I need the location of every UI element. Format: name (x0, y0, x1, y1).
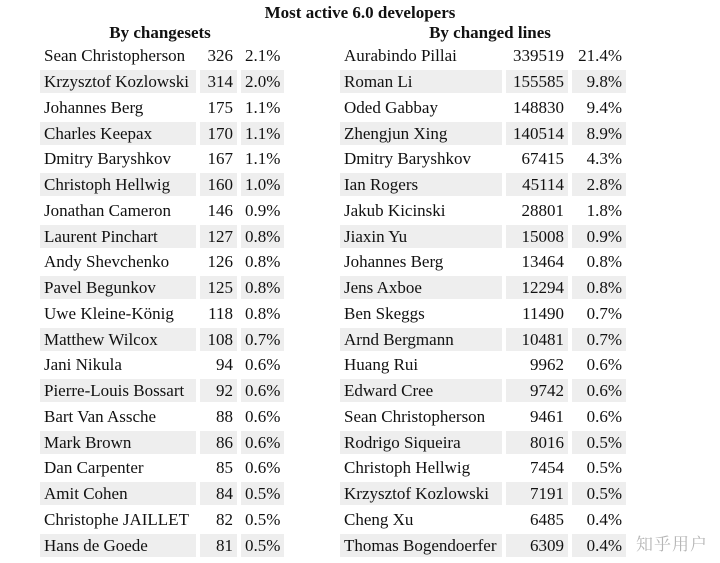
count-value: 6485 (530, 509, 564, 529)
table-row (40, 249, 288, 275)
developer-name: Andy Shevchenko (44, 252, 170, 272)
percent-value: 0.9% (245, 200, 281, 220)
count-value: 140514 (506, 122, 568, 145)
percent-value: 0.4% (572, 534, 626, 557)
table-row (40, 532, 288, 558)
percent-value: 0.5% (586, 458, 622, 478)
developer-name: Huang Rui (344, 355, 419, 375)
table-row (340, 404, 630, 430)
developer-name: Cheng Xu (344, 509, 414, 529)
developer-name: Roman Li (340, 70, 502, 93)
table-row (40, 120, 288, 146)
table-row (40, 404, 288, 430)
count-value: 85 (216, 458, 233, 478)
percent-value: 9.8% (572, 70, 626, 93)
developer-name: Uwe Kleine-König (44, 303, 174, 323)
percent-value: 1.0% (241, 173, 284, 196)
count-value: 175 (207, 97, 233, 117)
count-value: 9461 (530, 406, 564, 426)
percent-value: 0.5% (245, 509, 281, 529)
developer-name: Jonathan Cameron (44, 200, 171, 220)
count-value: 11490 (522, 303, 564, 323)
developer-name: Edward Cree (340, 379, 502, 402)
percent-value: 2.0% (241, 70, 284, 93)
changed-lines-table (340, 43, 630, 558)
developer-name: Krzysztof Kozlowski (40, 70, 196, 93)
count-value: 9962 (530, 355, 564, 375)
count-value: 13464 (521, 252, 564, 272)
developer-name: Christophe JAILLET (44, 509, 189, 529)
percent-value: 8.9% (572, 122, 626, 145)
table-row (40, 146, 288, 172)
percent-value: 0.8% (241, 276, 284, 299)
developer-name: Rodrigo Siqueira (340, 431, 502, 454)
table-row (340, 223, 630, 249)
developer-name: Christoph Hellwig (40, 173, 196, 196)
count-value: 88 (216, 406, 233, 426)
developer-name: Zhengjun Xing (340, 122, 502, 145)
developer-name: Charles Keepax (40, 122, 196, 145)
table-row (40, 301, 288, 327)
table-row (40, 223, 288, 249)
developer-name: Thomas Bogendoerfer (340, 534, 502, 557)
percent-value: 0.8% (586, 252, 622, 272)
developer-name: Sean Christopherson (344, 406, 486, 426)
table-row (340, 352, 630, 378)
page-title: Most active 6.0 developers (264, 3, 456, 22)
percent-value: 0.6% (572, 379, 626, 402)
developer-name: Sean Christopherson (44, 46, 186, 66)
count-value: 8016 (506, 431, 568, 454)
table-row (40, 429, 288, 455)
count-value: 127 (200, 225, 237, 248)
developer-name: Arnd Bergmann (340, 328, 502, 351)
percent-value: 0.6% (245, 458, 281, 478)
table-row (40, 43, 288, 69)
percent-value: 0.5% (572, 482, 626, 505)
percent-value: 9.4% (586, 97, 622, 117)
table-row (340, 146, 630, 172)
developer-name: Mark Brown (40, 431, 196, 454)
percent-value: 1.1% (241, 122, 284, 145)
percent-value: 0.7% (586, 303, 622, 323)
percent-value: 0.8% (241, 225, 284, 248)
table-row (340, 301, 630, 327)
developer-name: Jens Axboe (340, 276, 502, 299)
developer-name: Matthew Wilcox (40, 328, 196, 351)
count-value: 126 (207, 252, 233, 272)
table-row (340, 172, 630, 198)
percent-value: 0.6% (586, 406, 622, 426)
count-value: 15008 (506, 225, 568, 248)
percent-value: 1.8% (586, 200, 622, 220)
percent-value: 0.9% (572, 225, 626, 248)
percent-value: 0.8% (572, 276, 626, 299)
developer-name: Dmitry Baryshkov (344, 149, 472, 169)
count-value: 7191 (506, 482, 568, 505)
table-row (340, 378, 630, 404)
count-value: 92 (200, 379, 237, 402)
percent-value: 0.4% (586, 509, 622, 529)
count-value: 81 (200, 534, 237, 557)
changesets-table (40, 43, 288, 558)
developer-name: Dmitry Baryshkov (44, 149, 172, 169)
table-row (340, 69, 630, 95)
developer-name: Jakub Kicinski (344, 200, 446, 220)
table-row (340, 429, 630, 455)
count-value: 82 (216, 509, 233, 529)
changed-lines-heading: By changed lines (429, 23, 551, 42)
developer-name: Ian Rogers (340, 173, 502, 196)
count-value: 155585 (506, 70, 568, 93)
table-row (340, 198, 630, 224)
percent-value: 0.6% (241, 431, 284, 454)
developer-name: Bart Van Assche (44, 406, 157, 426)
table-row (40, 172, 288, 198)
count-value: 125 (200, 276, 237, 299)
percent-value: 0.6% (586, 355, 622, 375)
count-value: 170 (200, 122, 237, 145)
developer-name: Pierre-Louis Bossart (40, 379, 196, 402)
count-value: 10481 (506, 328, 568, 351)
developer-name: Amit Cohen (40, 482, 196, 505)
percent-value: 0.7% (241, 328, 284, 351)
table-row (40, 507, 288, 533)
table-row (340, 507, 630, 533)
count-value: 160 (200, 173, 237, 196)
percent-value: 0.5% (572, 431, 626, 454)
watermark: 知乎用户 (636, 535, 708, 555)
table-row (340, 43, 630, 69)
count-value: 167 (207, 149, 233, 169)
developer-name: Hans de Goede (40, 534, 196, 557)
count-value: 314 (200, 70, 237, 93)
developer-name: Christoph Hellwig (344, 458, 471, 478)
percent-value: 0.8% (245, 252, 281, 272)
developer-name: Krzysztof Kozlowski (340, 482, 502, 505)
table-row (340, 249, 630, 275)
percent-value: 2.8% (572, 173, 626, 196)
count-value: 67415 (521, 149, 564, 169)
count-value: 146 (207, 200, 233, 220)
percent-value: 21.4% (578, 46, 622, 66)
developer-name: Pavel Begunkov (40, 276, 196, 299)
count-value: 86 (200, 431, 237, 454)
table-row (340, 120, 630, 146)
count-value: 9742 (506, 379, 568, 402)
table-row (340, 326, 630, 352)
count-value: 108 (200, 328, 237, 351)
table-row (40, 378, 288, 404)
developer-name: Johannes Berg (344, 252, 444, 272)
count-value: 148830 (513, 97, 564, 117)
percent-value: 0.8% (245, 303, 281, 323)
table-row (40, 95, 288, 121)
developer-name: Laurent Pinchart (40, 225, 196, 248)
developer-name: Dan Carpenter (44, 458, 144, 478)
count-value: 326 (207, 46, 233, 66)
percent-value: 2.1% (245, 46, 281, 66)
table-row (40, 326, 288, 352)
table-row (340, 532, 630, 558)
table-row (40, 198, 288, 224)
table-row (40, 275, 288, 301)
percent-value: 0.5% (241, 482, 284, 505)
percent-value: 0.6% (245, 355, 281, 375)
table-row (340, 481, 630, 507)
table-row (40, 69, 288, 95)
count-value: 12294 (506, 276, 568, 299)
table-row (40, 352, 288, 378)
developer-name: Jiaxin Yu (340, 225, 502, 248)
count-value: 7454 (530, 458, 564, 478)
count-value: 84 (200, 482, 237, 505)
percent-value: 0.5% (241, 534, 284, 557)
percent-value: 1.1% (245, 149, 281, 169)
table-row (340, 275, 630, 301)
percent-value: 0.6% (241, 379, 284, 402)
developer-name: Jani Nikula (44, 355, 122, 375)
count-value: 94 (216, 355, 233, 375)
table-row (340, 455, 630, 481)
changesets-heading: By changesets (109, 23, 211, 42)
table-row (40, 481, 288, 507)
count-value: 45114 (506, 173, 568, 196)
percent-value: 1.1% (245, 97, 281, 117)
count-value: 118 (208, 303, 233, 323)
count-value: 6309 (506, 534, 568, 557)
percent-value: 4.3% (586, 149, 622, 169)
developer-name: Ben Skeggs (344, 303, 425, 323)
count-value: 28801 (521, 200, 564, 220)
count-value: 339519 (513, 46, 564, 66)
table-row (340, 95, 630, 121)
developer-name: Aurabindo Pillai (344, 46, 457, 66)
developer-name: Johannes Berg (44, 97, 144, 117)
table-row (40, 455, 288, 481)
percent-value: 0.7% (572, 328, 626, 351)
developer-name: Oded Gabbay (344, 97, 438, 117)
percent-value: 0.6% (245, 406, 281, 426)
